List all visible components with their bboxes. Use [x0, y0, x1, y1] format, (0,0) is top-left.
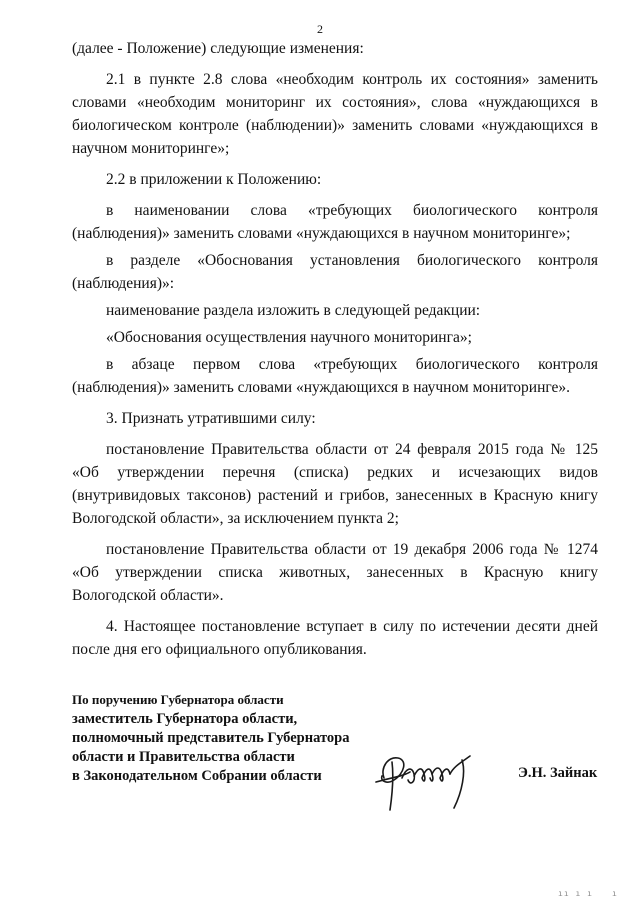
paragraph-repeal-125: постановление Правительства области от 24 февраля 2015 года № 125 «Об утверждении перечня (списка) редких и исчезающих видов (внутривидовых таксонов) растений и грибов, занесенных в Красную книгу Вологодской области», за исключением пункта 2;	[72, 441, 598, 527]
signature-block	[72, 690, 372, 786]
paragraph-4: 4. Настоящее постановление вступает в силу по истечении десяти дней после дня его официального опубликования.	[72, 618, 598, 658]
paragraph-first-abzac: в абзаце первом слова «требующих биологического контроля (наблюдения)» заменить словами «нуждающихся в научном мониторинге».	[72, 356, 598, 396]
signer-position-line-3: области и Правительства области	[72, 749, 295, 765]
signer-position-line-2: полномочный представитель Губернатора	[72, 730, 350, 746]
signer-position-line-1: заместитель Губернатора области,	[72, 711, 298, 727]
footer-mark-2: ı	[612, 889, 618, 898]
paragraph-3: 3. Признать утратившими силу:	[106, 410, 316, 427]
page-number: 2	[317, 22, 323, 36]
paragraph-naming: в наименовании слова «требующих биологического контроля (наблюдения)» заменить словами «нуждающихся в научном мониторинге»;	[72, 202, 598, 242]
paragraph-2-1: 2.1 в пункте 2.8 слова «необходим контроль их состояния» заменить словами «необходим мониторинг их состояния», слова «нуждающихся в биологическом контроле (наблюдении)» заменить словами «нуждающихся в научном мониторинге»;	[72, 71, 598, 157]
signer-position-line-4: в Законодательном Собрании области	[72, 768, 322, 784]
paragraph-section: в разделе «Обоснования установления биологического контроля (наблюдения)»:	[72, 252, 598, 292]
handwritten-signature	[370, 738, 480, 816]
paragraph-intro: (далее - Положение) следующие изменения:	[72, 40, 364, 57]
footer-mark-1: ıı ı ı	[558, 889, 593, 898]
paragraph-new-title: «Обоснования осуществления научного мониторинга»;	[106, 329, 472, 346]
by-order-line: По поручению Губернатора области	[72, 692, 284, 707]
document-body	[72, 37, 598, 661]
signer-name: Э.Н. Зайнак	[518, 765, 598, 781]
paragraph-repeal-1274: постановление Правительства области от 19 декабря 2006 года № 1274 «Об утверждении списка животных, занесенных в Красную книгу Вологодской области».	[72, 541, 598, 604]
paragraph-2-2: 2.2 в приложении к Положению:	[106, 171, 322, 188]
paragraph-section-name: наименование раздела изложить в следующей редакции:	[106, 302, 481, 319]
